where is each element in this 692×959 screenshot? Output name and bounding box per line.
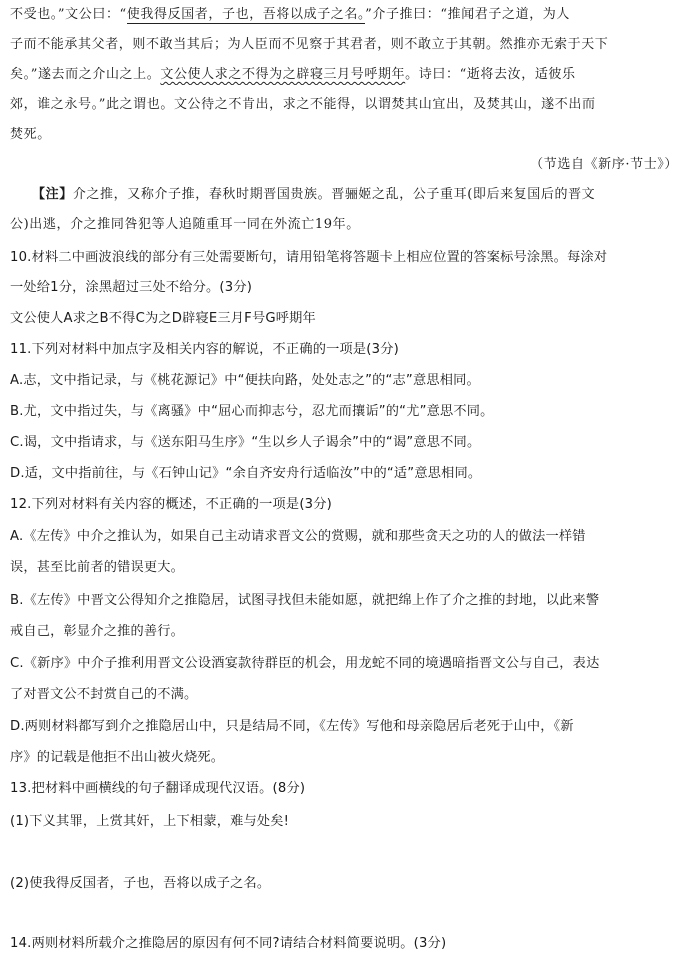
passage-text: 。诗曰：“逝将去汝，适彼乐 bbox=[405, 67, 576, 82]
underlined-sentence-2: 使我得反国者，子也，吾将以成子之名。 bbox=[126, 7, 366, 22]
q10-options: 文公使人A求之B不得C为之D辟寝E三月F号G呼期年 bbox=[10, 311, 316, 326]
q12-option-a-line-1: A.《左传》中介之推认为，如果自己主动请求晋文公的赏赐，就和那些贪天之功的人的做法一样错 bbox=[10, 529, 586, 544]
passage-line-4: 郊，谁之永号。”此之谓也。文公待之不肯出，求之不能得，以谓焚其山宜出，及焚其山，遂不出而 bbox=[10, 97, 596, 112]
note-line-2: 公)出逃，介之推同咎犯等人追随重耳一同在外流亡19年。 bbox=[10, 217, 360, 232]
q11-option-c: C.谒，文中指请求，与《送东阳马生序》“生以乡人子谒余”中的“谒”意思不同。 bbox=[10, 435, 481, 450]
passage-line-2: 子而不能承其父者，则不敢当其后；为人臣而不见察于其君者，则不敢立于其朝。然推亦无索于天下 bbox=[10, 37, 609, 52]
q13-sentence-2: (2)使我得反国者，子也，吾将以成子之名。 bbox=[10, 876, 271, 891]
q12-option-a-line-2: 误，甚至比前者的错误更大。 bbox=[10, 560, 185, 575]
passage-line-1 bbox=[10, 5, 684, 25]
q12-option-b-line-1: B.《左传》中晋文公得知介之推隐居，试图寻找但未能如愿，就把绵上作了介之推的封地，以此来警 bbox=[10, 593, 600, 608]
note-text: 介之推，又称介子推，春秋时期晋国贵族。晋骊姬之乱，公子重耳(即后来复国后的晋文 bbox=[72, 187, 596, 202]
note-line-1 bbox=[32, 185, 684, 205]
q13-stem: 13.把材料中画横线的句子翻译成现代汉语。(8分) bbox=[10, 781, 306, 796]
q12-option-d-line-2: 序》的记载是他拒不出山被火烧死。 bbox=[10, 750, 225, 765]
q11-option-a: A.志，文中指记录，与《桃花源记》中“便扶向路，处处志之”的“志”意思相同。 bbox=[10, 373, 480, 388]
q11-stem: 11.下列对材料中加点字及相关内容的解说，不正确的一项是(3分) bbox=[10, 342, 399, 357]
q12-stem: 12.下列对材料有关内容的概述，不正确的一项是(3分) bbox=[10, 497, 332, 512]
q14-stem: 14.两则材料所载介之推隐居的原因有何不同?请结合材料简要说明。(3分) bbox=[10, 936, 447, 951]
q10-line-2: 一处给1分，涂黑超过三处不给分。(3分) bbox=[10, 280, 253, 295]
note-tag: 【注】 bbox=[32, 187, 73, 202]
q11-option-d: D.适，文中指前往，与《石钟山记》“余自齐安舟行适临汝”中的“适”意思相同。 bbox=[10, 466, 482, 481]
passage-text: ”介子推曰：“推闻君子之道，为人 bbox=[365, 7, 571, 22]
q13-sentence-1: (1)下义其罪，上赏其奸，上下相蒙，难与处矣! bbox=[10, 814, 290, 829]
q12-option-d-line-1: D.两则材料都写到介之推隐居山中，只是结局不同，《左传》写他和母亲隐居后老死于山中，《新 bbox=[10, 719, 574, 734]
q12-option-c-line-2: 了对晋文公不封赏自己的不满。 bbox=[10, 687, 198, 702]
passage-line-3 bbox=[10, 65, 684, 85]
wavy-underlined-sentence: 文公使人求之不得为之辟寝三月号呼期年 bbox=[160, 67, 406, 82]
q10-line-1: 10.材料二中画波浪线的部分有三处需要断句，请用铅笔将答题卡上相应位置的答案标号涂黑。每涂对 bbox=[10, 250, 608, 265]
q12-option-b-line-2: 戒自己，彰显介之推的善行。 bbox=[10, 624, 185, 639]
passage-source: （节选自《新序·节士》） bbox=[530, 157, 678, 172]
q12-option-c-line-1: C.《新序》中介子推利用晋文公设酒宴款待群臣的机会，用龙蛇不同的境遇暗指晋文公与自己，表达 bbox=[10, 656, 600, 671]
passage-text: 不受也。”文公曰：“ bbox=[10, 7, 127, 22]
passage-line-5: 焚死。 bbox=[10, 127, 51, 142]
q11-option-b: B.尤，文中指过失，与《离骚》中“屈心而抑志兮，忍尤而攘诟”的“尤”意思不同。 bbox=[10, 404, 494, 419]
passage-text: 矣。”遂去而之介山之上。 bbox=[10, 67, 161, 82]
